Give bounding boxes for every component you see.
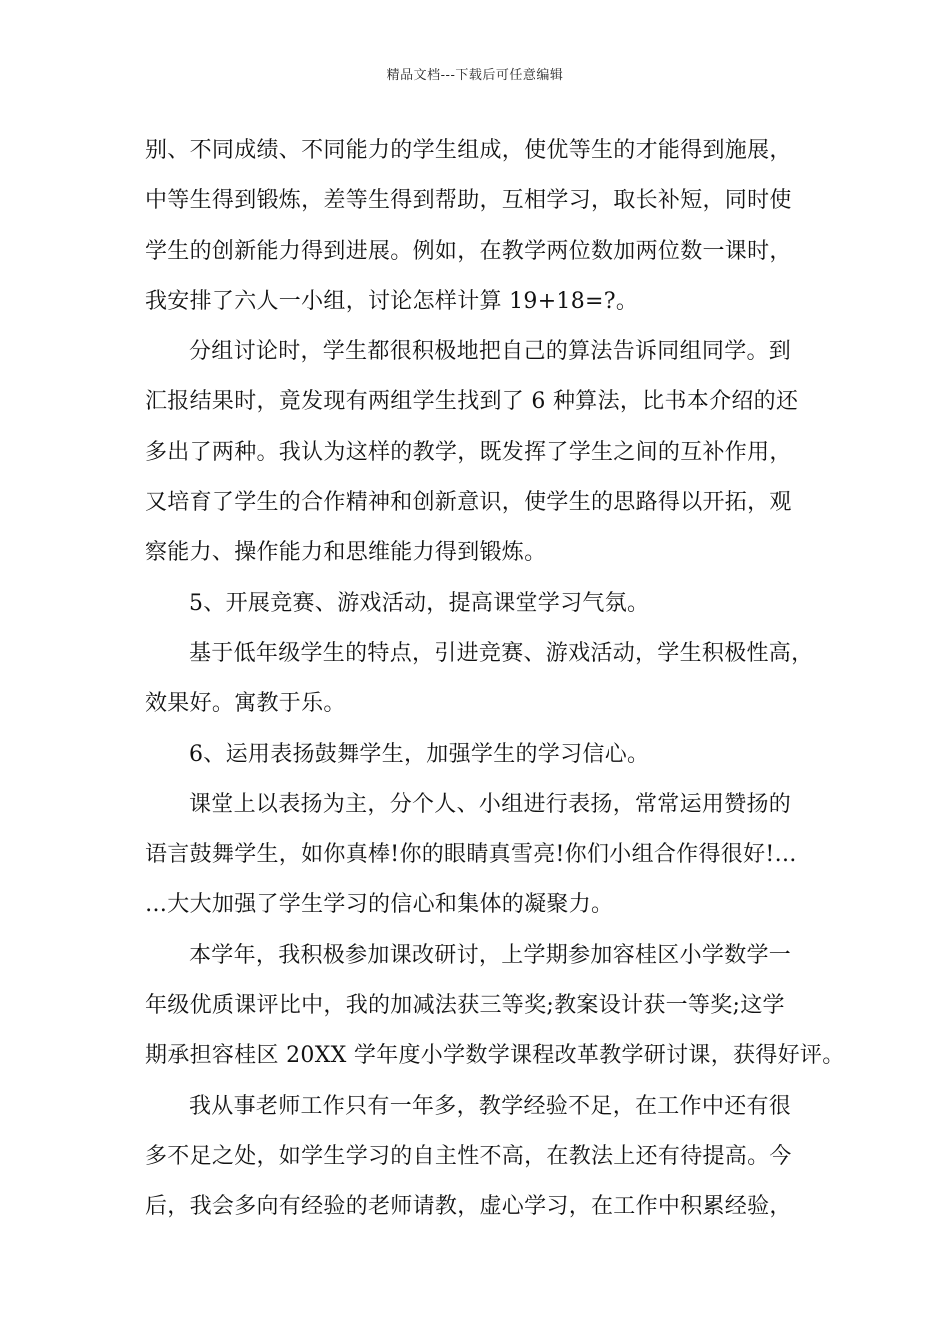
paragraph-start-line: 分组讨论时，学生都很积极地把自己的算法告诉同组同学。到	[189, 339, 792, 365]
text-line: 察能力、操作能力和思维能力得到锻炼。	[145, 540, 547, 566]
text-line: 后，我会多向有经验的老师请教，虚心学习，在工作中积累经验，	[145, 1194, 792, 1220]
text-line: 效果好。寓教于乐。	[145, 691, 346, 717]
text-line: 学生的创新能力得到进展。例如，在教学两位数加两位数一课时，	[145, 238, 792, 264]
text-line: 别、不同成绩、不同能力的学生组成，使优等生的才能得到施展，	[145, 138, 792, 163]
text-line: 汇报结果时，竟发现有两组学生找到了 6 种算法，比书本介绍的还	[145, 389, 799, 415]
text-line: 我安排了六人一小组，讨论怎样计算 19+18=?。	[145, 288, 639, 314]
paragraph-start-line: 我从事老师工作只有一年多，教学经验不足，在工作中还有很	[189, 1093, 792, 1119]
text-line: 中等生得到锻炼，差等生得到帮助，互相学习，取长补短，同时使	[145, 188, 792, 214]
paragraph-start-line: 本学年，我积极参加课改研讨，上学期参加容桂区小学数学一	[189, 942, 792, 968]
text-line: 多不足之处，如学生学习的自主性不高，在教法上还有待提高。今	[145, 1143, 792, 1169]
paragraph-start-line: 基于低年级学生的特点，引进竞赛、游戏活动，学生积极性高，	[189, 640, 814, 666]
page-header: 精品文档---下载后可任意编辑	[386, 68, 564, 83]
section-heading-5: 5、开展竞赛、游戏活动，提高课堂学习气氛。	[189, 590, 650, 616]
paragraph-start-line: 课堂上以表扬为主，分个人、小组进行表扬，常常运用赞扬的	[189, 791, 792, 817]
document-body	[145, 126, 845, 1233]
text-line: …大大加强了学生学习的信心和集体的凝聚力。	[145, 892, 614, 918]
text-line: 年级优质课评比中，我的加减法获三等奖;教案设计获一等奖;这学	[145, 993, 785, 1019]
text-line: 又培育了学生的合作精神和创新意识，使学生的思路得以开拓，观	[145, 490, 792, 516]
text-line: 期承担容桂区 20XX 学年度小学数学课程改革教学研讨课，获得好评。	[145, 1043, 845, 1069]
section-heading-6: 6、运用表扬鼓舞学生，加强学生的学习信心。	[189, 741, 650, 767]
text-line: 语言鼓舞学生，如你真棒!你的眼睛真雪亮!你们小组合作得很好!…	[145, 842, 797, 868]
text-line: 多出了两种。我认为这样的教学，既发挥了学生之间的互补作用，	[145, 439, 792, 465]
